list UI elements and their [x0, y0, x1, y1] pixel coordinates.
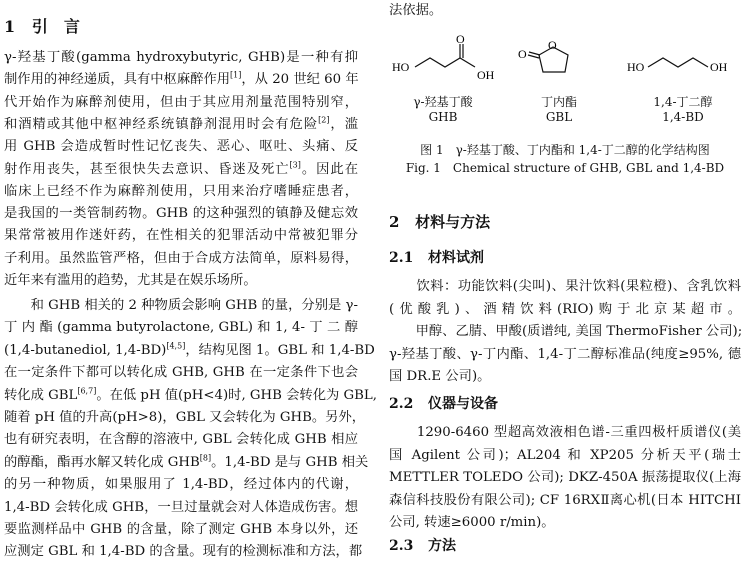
- text-line: 子利用。虽然监管严格，但由于合成方法简单，原料易得，: [4, 250, 358, 266]
- text-line: 代开始作为麻醉剂使用，但由于其应用剂量范围特别窄，: [4, 94, 358, 110]
- text-line: 国 Agilent 公司)；AL204 和 XP205 分析天平(瑞士: [389, 447, 741, 463]
- text-line: 1290-6460 型超高效液相色谱-三重四极杆质谱仪(美: [389, 425, 741, 440]
- text-line: (优酸乳)、酒精饮料(RIO)购于北京某超市。: [389, 301, 741, 317]
- text-line: 转化成 GBL[6,7]。在低 pH 值(pH<4)时, GHB 会转化为 GBL,: [4, 386, 377, 403]
- text-line: 饮料：功能饮料(尖叫)、果汁饮料(果粒橙)、含乳饮料: [389, 279, 741, 294]
- bd-atom-oh: OH: [710, 60, 728, 74]
- text-line: 1,4-BD 会转化成 GHB，一旦过量就会对人体造成伤害。想: [4, 499, 358, 515]
- text-line: 国 DR.E 公司)。: [389, 369, 491, 384]
- gbl-atom-ring-o: O: [548, 38, 557, 52]
- text-line: 应测定 GBL 和 1,4-BD 的含量。现有的检测标准和方法，都: [4, 544, 363, 560]
- text-line: 丁 内 酯 (gamma butyrolactone, GBL) 和 1, 4- 丁 二 醇: [4, 320, 358, 336]
- bd-name: 1,4-丁二醇: [653, 95, 713, 109]
- ghb-atom-o: O: [456, 34, 465, 46]
- text-line: 和 GHB 相关的 2 种物质会影响 GHB 的量，分别是 γ-: [4, 298, 358, 313]
- text-line: 甲醇、乙腈、甲酸(质谱纯, 美国 ThermoFisher 公司);: [389, 324, 743, 339]
- subsection-2-1-heading: 2.1 材料试剂: [389, 250, 484, 266]
- text-line: 公司, 转速≥6000 r/min)。: [389, 515, 555, 530]
- text-line: METTLER TOLEDO 公司); DKZ-450A 振荡提取仪(上海: [389, 470, 741, 485]
- ghb-name: γ-羟基丁酸: [413, 95, 473, 109]
- text-line: 森信科技股份有限公司); CF 16RXⅡ离心机(日本 HITCHI: [389, 492, 741, 508]
- subsection-2-2-heading: 2.2 仪器与设备: [389, 396, 498, 412]
- ghb-atom-ho: HO: [392, 60, 410, 74]
- text-line: 射作用丧失，甚至很快失去意识、昏迷及死亡[3]。因此在: [4, 160, 358, 177]
- gbl-name: 丁内酯: [540, 95, 577, 109]
- text-line: 是我国的一类管制药物。GHB 的这种强烈的镇静及健忘效: [4, 206, 358, 222]
- text-line: 制作用的神经递质，具有中枢麻醉作用[1]，从 20 世纪 60 年: [4, 70, 359, 88]
- bd-atom-ho: HO: [627, 60, 645, 74]
- ghb-abbr: GHB: [428, 110, 458, 124]
- text-line: 随着 pH 值的升高(pH>8)，GBL 又会转化为 GHB。另外，: [4, 410, 366, 425]
- figure-caption-cn: 图 1 γ-羟基丁酸、丁内酯和 1,4-丁二醇的化学结构图: [420, 143, 710, 157]
- bd-abbr: 1,4-BD: [662, 110, 704, 124]
- gbl-abbr: GBL: [545, 110, 573, 124]
- continued-text: 法依据。: [389, 3, 443, 18]
- text-line: 近年来有滥用的趋势，尤其是在娱乐场所。: [4, 273, 257, 288]
- text-line: 要监测样品中 GHB 的含量，除了测定 GHB 本身以外，还: [4, 522, 358, 537]
- text-line: 也有研究表明，在含醇的溶液中, GBL 会转化成 GHB 相应: [4, 432, 358, 448]
- text-line: 在一定条件下都可以转化成 GHB, GHB 在一定条件下也会: [4, 365, 358, 381]
- subsection-2-3-heading: 2.3 方法: [389, 538, 456, 554]
- text-line: 的醇酯，酯再水解又转化成 GHB[8]。1,4-BD 是与 GHB 相关: [4, 453, 369, 470]
- text-line: 临床上已经不作为麻醉剂使用，只用来治疗嗜睡症患者，: [4, 183, 358, 199]
- text-line: 和酒精或其他中枢神经系统镇静剂混用时会有危险[2]，滥: [4, 115, 359, 132]
- text-line: γ-羟基丁酸、γ-丁内酯、1,4-丁二醇标准品(纯度≥95%, 德: [389, 346, 741, 362]
- text-line: γ-羟基丁酸(gamma hydroxybutyric, GHB)是一种有抑: [4, 50, 358, 65]
- text-line: 果常常被用作迷奸药，在性相关的犯罪活动中常被犯罪分: [4, 228, 358, 244]
- section-1-heading: 1 引 言: [4, 17, 80, 36]
- text-line: (1,4-butanediol, 1,4-BD)[4,5]，结构见图 1。GBL 和 1,4-BD: [4, 341, 375, 358]
- text-line: 用 GHB 会造成暂时性记忆丧失、恶心、呕吐、头痛、反: [4, 139, 358, 155]
- figure-caption-en: Fig. 1 Chemical structure of GHB, GBL and 1,4-BD: [405, 161, 725, 175]
- text-line: 的另一种物质，如果服用了 1,4-BD，经过体内的代谢，: [4, 477, 358, 493]
- ghb-atom-oh: OH: [477, 68, 495, 82]
- gbl-atom-carbonyl-o: O: [518, 47, 527, 61]
- section-2-heading: 2 材料与方法: [389, 213, 491, 231]
